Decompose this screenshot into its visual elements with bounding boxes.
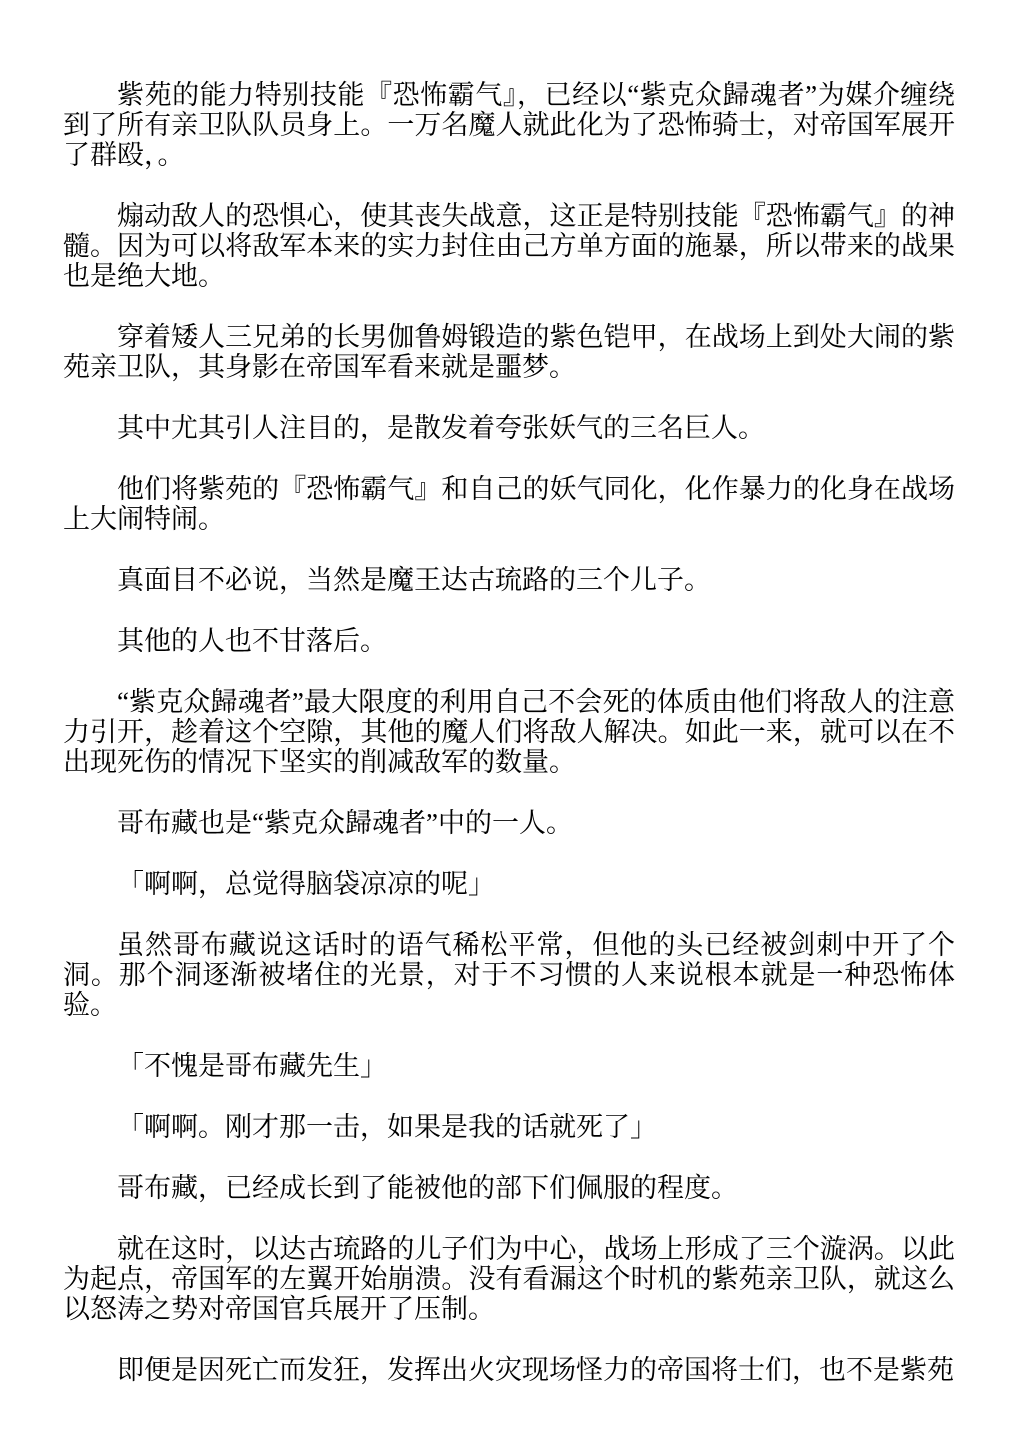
paragraph: 其他的人也不甘落后。: [117, 626, 387, 656]
paragraph: 就在这时，以达古琉路的儿子们为中心，战场上形成了三个漩涡。以此为起点，帝国军的左翼开始崩溃。没有看漏这个时机的紫苑亲卫队，就这么以怒涛之势对帝国官兵展开了压制。: [63, 1234, 955, 1324]
paragraph: 哥布藏，已经成长到了能被他的部下们佩服的程度。: [117, 1173, 738, 1203]
paragraph: 其中尤其引人注目的，是散发着夸张妖气的三名巨人。: [117, 413, 765, 443]
paragraph: 他们将紫苑的『恐怖霸气』和自己的妖气同化，化作暴力的化身在战场上大闹特闹。: [63, 474, 955, 534]
paragraph: 真面目不必说，当然是魔王达古琉路的三个儿子。: [117, 565, 711, 595]
paragraph: 虽然哥布藏说这话时的语气稀松平常，但他的头已经被剑刺中开了个洞。那个洞逐渐被堵住的光景，对于不习惯的人来说根本就是一种恐怖体验。: [63, 930, 955, 1020]
paragraph-dialogue: 「啊啊，总觉得脑袋凉凉的呢」: [117, 869, 495, 899]
paragraph: 穿着矮人三兄弟的长男伽鲁姆锻造的紫色铠甲，在战场上到处大闹的紫苑亲卫队，其身影在帝国军看来就是噩梦。: [63, 322, 955, 382]
paragraph: 哥布藏也是“紫克众歸魂者”中的一人。: [117, 808, 573, 838]
paragraph: 即便是因死亡而发狂，发挥出火灾现场怪力的帝国将士们，也不是紫苑: [117, 1355, 954, 1385]
paragraph: 紫苑的能力特别技能『恐怖霸气』，已经以“紫克众歸魂者”为媒介缠绕到了所有亲卫队队员身上。一万名魔人就此化为了恐怖骑士，对帝国军展开了群殴，。: [63, 80, 955, 170]
paragraph-dialogue: 「不愧是哥布藏先生」: [117, 1051, 387, 1081]
paragraph: 煽动敌人的恐惧心，使其丧失战意，这正是特别技能『恐怖霸气』的神髓。因为可以将敌军本来的实力封住由己方单方面的施暴，所以带来的战果也是绝大地。: [63, 201, 955, 291]
paragraph: “紫克众歸魂者”最大限度的利用自己不会死的体质由他们将敌人的注意力引开，趁着这个空隙，其他的魔人们将敌人解决。如此一来，就可以在不出现死伤的情况下坚实的削减敌军的数量。: [63, 687, 955, 777]
paragraph-dialogue: 「啊啊。刚才那一击，如果是我的话就死了」: [117, 1112, 657, 1142]
